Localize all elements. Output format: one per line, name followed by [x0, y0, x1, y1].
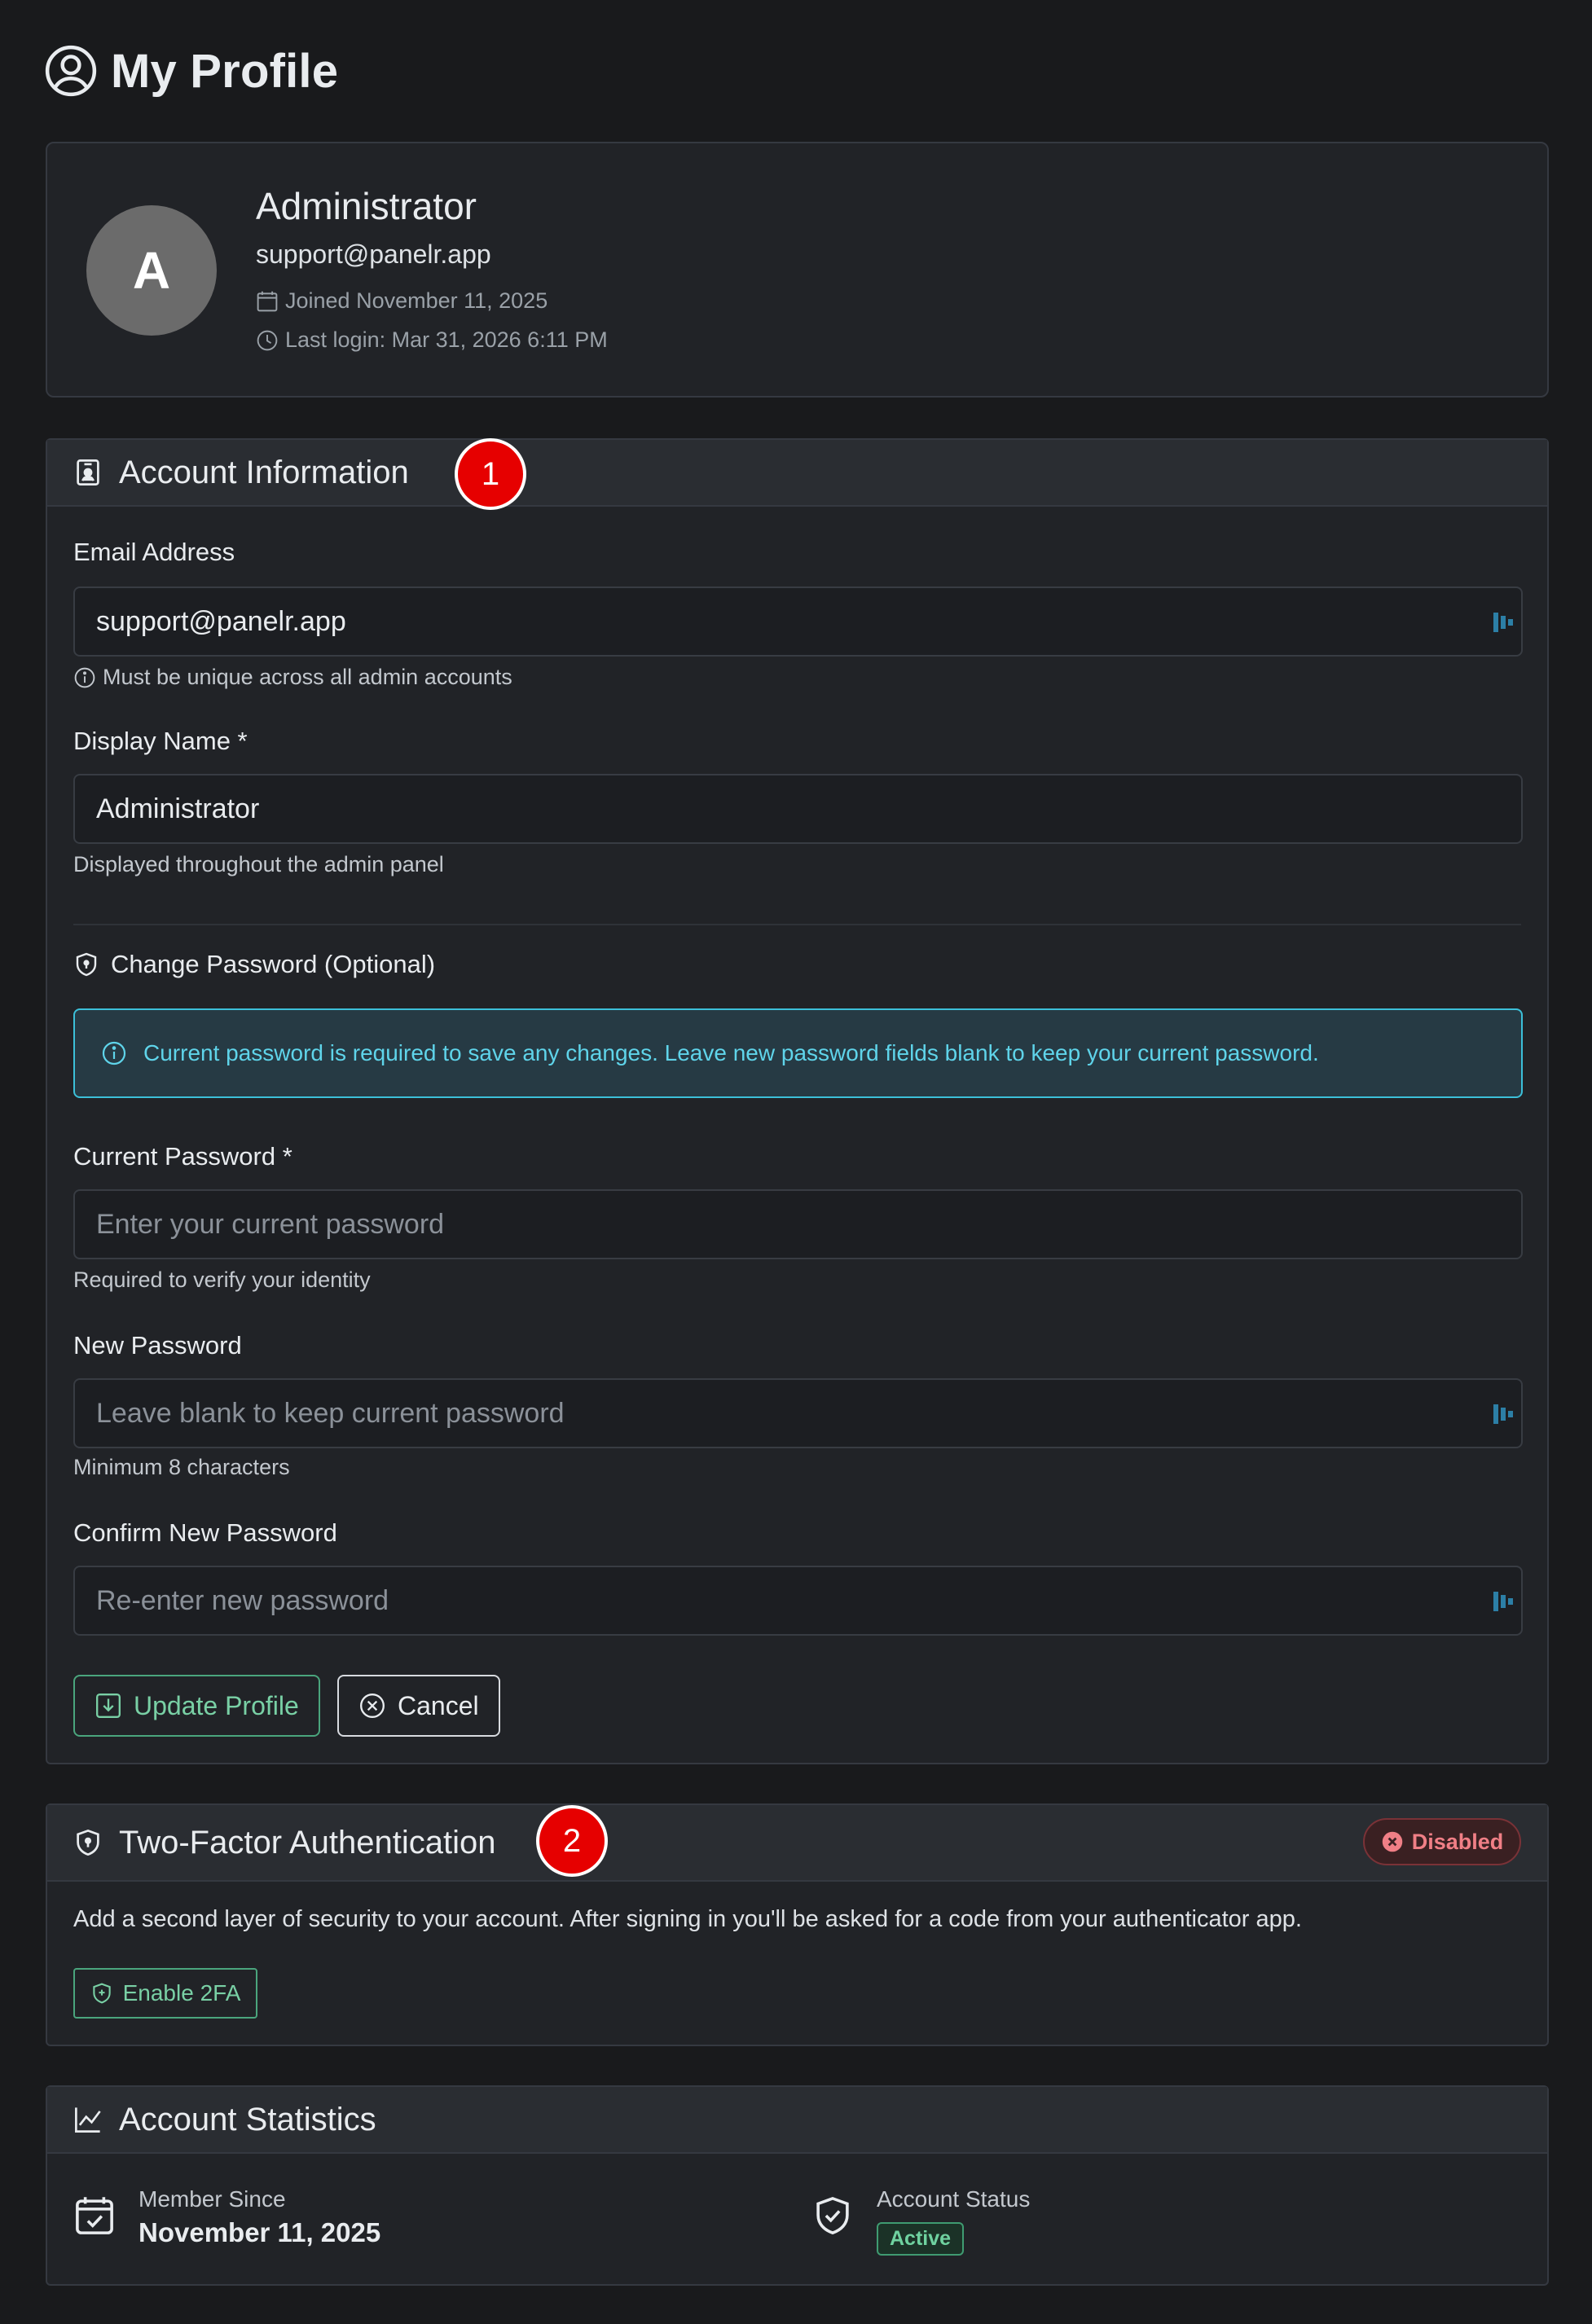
member-since-value: November 11, 2025 [139, 2217, 381, 2247]
two-factor-title: Two-Factor Authentication [119, 1824, 496, 1861]
confirm-password-placeholder: Re-enter new password [96, 1584, 389, 1616]
info-circle-icon [73, 666, 96, 689]
password-manager-icon[interactable] [1493, 609, 1513, 635]
enable-2fa-label: Enable 2FA [122, 1980, 241, 2005]
user-circle-icon [44, 44, 98, 98]
info-circle-icon [101, 1040, 127, 1066]
email-label: Email Address [73, 538, 235, 566]
clock-icon [256, 329, 279, 352]
display-name-field[interactable] [73, 774, 1523, 844]
change-password-heading [73, 950, 435, 979]
section-divider [73, 924, 1521, 925]
avatar: A [86, 205, 217, 336]
info-alert [73, 1008, 1523, 1098]
account-status-badge: Active [877, 2222, 964, 2256]
current-password-field[interactable] [73, 1189, 1523, 1259]
new-password-help: Minimum 8 characters [73, 1455, 290, 1479]
cancel-label: Cancel [398, 1690, 479, 1720]
change-password-title: Change Password (Optional) [111, 950, 436, 978]
account-statistics-header [47, 2087, 1547, 2154]
two-factor-card [46, 1803, 1549, 2046]
shield-lock-icon [73, 1828, 103, 1857]
two-factor-description: Add a second layer of security to your account. After signing in you'll be asked for a code from your authenticator app. [73, 1906, 1302, 1932]
save-icon [95, 1692, 122, 1720]
status-badge-disabled [1363, 1818, 1521, 1865]
email-help [73, 665, 512, 690]
new-password-placeholder: Leave blank to keep current password [96, 1397, 565, 1429]
status-badge-text: Disabled [1411, 1829, 1504, 1854]
email-field[interactable] [73, 586, 1523, 657]
enable-2fa-button[interactable] [73, 1968, 257, 2019]
close-circle-icon [358, 1692, 386, 1720]
member-since-stat [73, 2186, 380, 2248]
line-chart-icon [73, 2105, 103, 2134]
display-name-value: Administrator [96, 793, 260, 824]
cancel-button[interactable] [337, 1675, 500, 1737]
current-password-help: Required to verify your identity [73, 1267, 371, 1292]
account-statistics-card [46, 2085, 1549, 2286]
new-password-field[interactable] [73, 1378, 1523, 1448]
shield-check-icon [811, 2194, 854, 2237]
account-statistics-title: Account Statistics [119, 2101, 376, 2137]
account-information-title: Account Information [119, 454, 409, 490]
password-manager-icon[interactable] [1493, 1401, 1513, 1427]
x-circle-icon [1381, 1830, 1404, 1853]
joined-date [256, 288, 548, 314]
display-name-help: Displayed throughout the admin panel [73, 852, 444, 876]
account-information-header [47, 440, 1547, 507]
id-badge-icon [73, 458, 103, 487]
account-information-card [46, 438, 1549, 1764]
profile-name: Administrator [256, 185, 477, 227]
email-help-text: Must be unique across all admin accounts [103, 665, 512, 689]
annotation-marker-1: 1 [455, 438, 526, 510]
new-password-label: New Password [73, 1331, 242, 1360]
shield-plus-icon [90, 1982, 113, 2005]
password-manager-icon[interactable] [1493, 1588, 1513, 1614]
last-login [256, 327, 608, 353]
current-password-label: Current Password * [73, 1142, 292, 1171]
email-value: support@panelr.app [96, 605, 346, 637]
profile-email: support@panelr.app [256, 239, 491, 269]
update-profile-label: Update Profile [134, 1690, 299, 1720]
display-name-label: Display Name * [73, 727, 248, 755]
account-status-label: Account Status [877, 2186, 1031, 2212]
calendar-check-icon [73, 2194, 116, 2237]
account-status-stat [811, 2186, 1030, 2256]
update-profile-button[interactable] [73, 1675, 320, 1737]
confirm-password-field[interactable] [73, 1566, 1523, 1636]
shield-lock-icon [73, 951, 99, 977]
calendar-icon [256, 290, 279, 313]
page-title [44, 42, 338, 99]
two-factor-header [47, 1805, 1547, 1882]
profile-summary-card [46, 142, 1549, 398]
member-since-label: Member Since [139, 2186, 286, 2212]
confirm-password-label: Confirm New Password [73, 1518, 337, 1547]
info-alert-text: Current password is required to save any changes. Leave new password fields blank to keep your current password. [143, 1040, 1319, 1065]
page-title-text: My Profile [111, 44, 339, 98]
joined-date-text: Joined November 11, 2025 [285, 288, 548, 313]
current-password-placeholder: Enter your current password [96, 1208, 445, 1240]
last-login-text: Last login: Mar 31, 2026 6:11 PM [285, 327, 608, 352]
annotation-marker-2: 2 [536, 1805, 608, 1877]
